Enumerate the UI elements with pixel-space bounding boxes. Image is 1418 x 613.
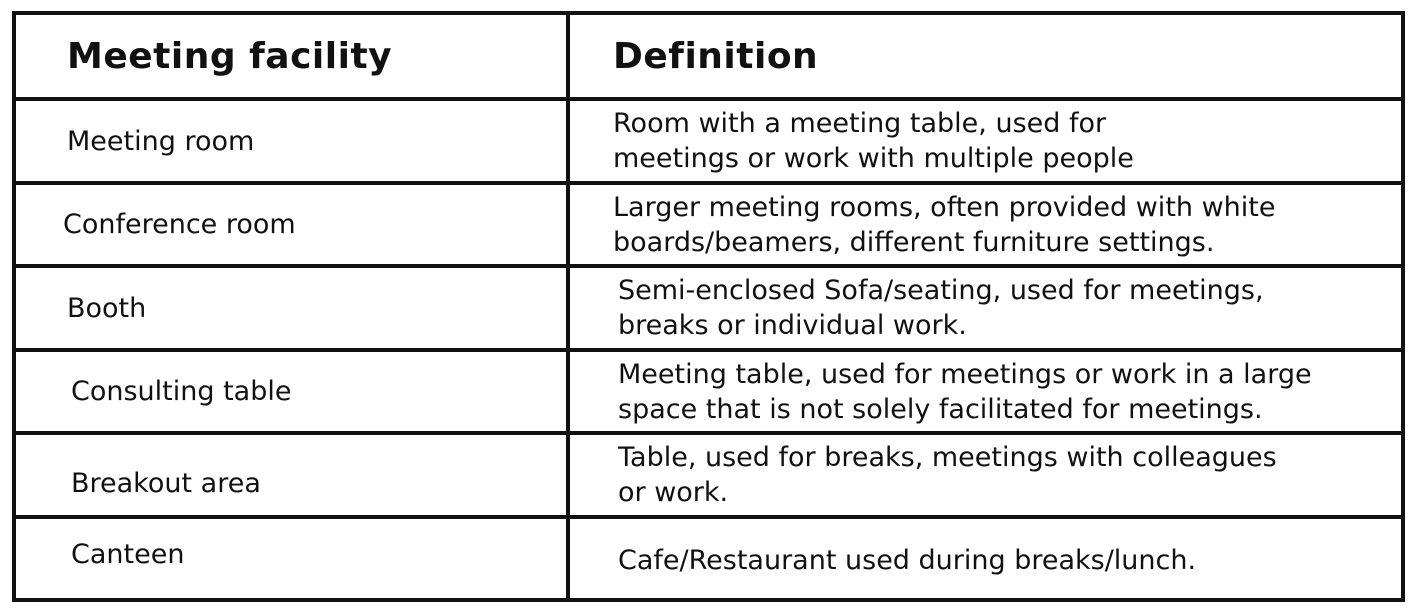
column-header-facility: Meeting facility	[67, 35, 393, 77]
definition-line: Semi-enclosed Sofa/seating, used for meetings,	[618, 275, 1264, 306]
facility-name: Meeting room	[67, 125, 255, 157]
definition-line: Meeting table, used for meetings or work in a large	[618, 358, 1312, 390]
table-row-definition-cell	[570, 352, 1401, 431]
definition-line: Room with a meeting table, used for	[613, 108, 1107, 139]
column-header-definition: Definition	[613, 35, 819, 77]
table-row-facility-cell	[16, 435, 566, 515]
definition-line: boards/beamers, different furniture settings.	[613, 226, 1215, 258]
facility-name: Conference room	[63, 209, 296, 240]
table-row-definition-cell	[570, 519, 1401, 598]
definition-line: meetings or work with multiple people	[613, 143, 1134, 174]
table-row-definition-cell	[570, 268, 1401, 348]
facility-definition	[618, 440, 1277, 510]
facility-name: Breakout area	[71, 467, 261, 499]
definition-line: or work.	[618, 477, 729, 508]
definition-line: space that is not solely facilitated for meetings.	[618, 393, 1263, 425]
table-row-facility-cell	[16, 185, 566, 264]
facility-definition	[618, 273, 1264, 343]
definition-line: Cafe/Restaurant used during breaks/lunch.	[618, 545, 1197, 576]
facility-definition	[613, 106, 1134, 176]
definition-line: Table, used for breaks, meetings with colleagues	[618, 442, 1277, 473]
definition-line: breaks or individual work.	[618, 310, 967, 341]
table-row-definition-cell	[570, 185, 1401, 264]
header-cell-facility	[16, 15, 566, 97]
facility-definition	[618, 357, 1312, 427]
table-row-definition-cell	[570, 101, 1401, 181]
facility-name: Consulting table	[71, 376, 292, 407]
header-cell-definition	[570, 15, 1401, 97]
table-row-facility-cell	[16, 352, 566, 431]
table-row-facility-cell	[16, 268, 566, 348]
table-row-facility-cell	[16, 519, 566, 598]
facility-definition	[613, 190, 1276, 260]
table-row-facility-cell	[16, 101, 566, 181]
facility-name: Canteen	[71, 539, 185, 570]
table-row-definition-cell	[570, 435, 1401, 515]
facilities-table	[12, 11, 1405, 602]
facility-definition	[618, 543, 1196, 578]
facility-name: Booth	[67, 292, 147, 324]
definition-line: Larger meeting rooms, often provided with white	[613, 191, 1276, 223]
